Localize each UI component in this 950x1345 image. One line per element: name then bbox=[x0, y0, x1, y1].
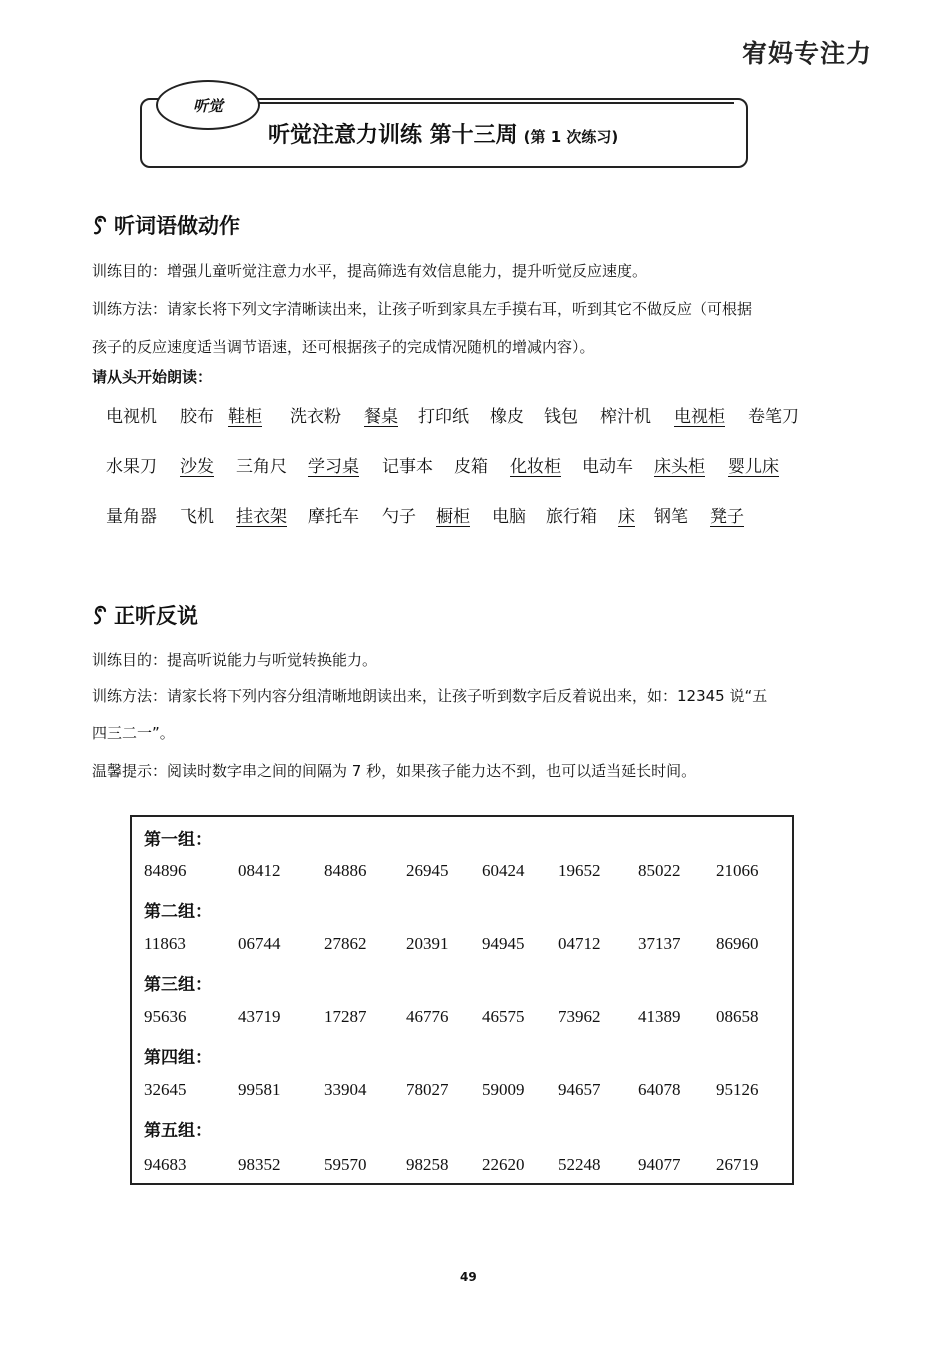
word: 皮箱 bbox=[454, 457, 488, 477]
group-label: 第四组： bbox=[144, 1048, 212, 1068]
number-cell: 84896 bbox=[144, 861, 187, 880]
number-cell: 99581 bbox=[238, 1080, 281, 1099]
number-cell: 59570 bbox=[324, 1155, 367, 1174]
number-cell: 86960 bbox=[716, 934, 759, 953]
word: 洗衣粉 bbox=[290, 407, 341, 427]
number-cell: 98352 bbox=[238, 1155, 281, 1174]
word: 打印纸 bbox=[418, 407, 469, 427]
number-groups-table bbox=[130, 815, 794, 1185]
number-cell: 33904 bbox=[324, 1080, 367, 1099]
number-cell: 84886 bbox=[324, 861, 367, 880]
number-cell: 60424 bbox=[482, 861, 525, 880]
page-number: 49 bbox=[460, 1270, 477, 1284]
section-heading-1-text: 听词语做动作 bbox=[114, 214, 240, 238]
title-tab: 听觉 bbox=[156, 80, 260, 130]
group-label: 第二组： bbox=[144, 902, 212, 922]
number-cell: 46575 bbox=[482, 1007, 525, 1026]
word-target: 电视柜 bbox=[674, 407, 725, 427]
number-cell: 52248 bbox=[558, 1155, 601, 1174]
word-target: 沙发 bbox=[180, 457, 214, 477]
section1-start: 请从头开始朗读： bbox=[92, 368, 213, 386]
section-heading-1 bbox=[92, 210, 240, 240]
word-row-1 bbox=[106, 402, 816, 426]
number-cell: 37137 bbox=[638, 934, 681, 953]
page-title-sub: (第 1 次练习) bbox=[523, 128, 619, 146]
group-label: 第一组： bbox=[144, 830, 212, 850]
ear-icon bbox=[92, 213, 110, 237]
number-cell: 04712 bbox=[558, 934, 601, 953]
number-cell: 64078 bbox=[638, 1080, 681, 1099]
word-target: 挂衣架 bbox=[236, 507, 287, 527]
word: 电视机 bbox=[106, 407, 157, 427]
number-cell: 59009 bbox=[482, 1080, 525, 1099]
page-title bbox=[268, 118, 618, 149]
number-cell: 22620 bbox=[482, 1155, 525, 1174]
word-row-2 bbox=[106, 452, 816, 476]
number-cell: 78027 bbox=[406, 1080, 449, 1099]
page-title-main: 听觉注意力训练 第十三周 bbox=[268, 123, 518, 148]
number-cell: 95636 bbox=[144, 1007, 187, 1026]
section2-method-line1: 训练方法：请家长将下列内容分组清晰地朗读出来，让孩子听到数字后反着说出来，如：12345 说“五 bbox=[92, 687, 768, 705]
number-cell: 95126 bbox=[716, 1080, 759, 1099]
word-target: 橱柜 bbox=[436, 507, 470, 527]
number-cell: 98258 bbox=[406, 1155, 449, 1174]
word-target: 餐桌 bbox=[364, 407, 398, 427]
section2-purpose: 训练目的：提高听说能力与听觉转换能力。 bbox=[92, 651, 378, 669]
section1-purpose: 训练目的：增强儿童听觉注意力水平，提高筛选有效信息能力，提升听觉反应速度。 bbox=[92, 262, 648, 280]
group-label: 第五组： bbox=[144, 1121, 212, 1141]
word-row-3 bbox=[106, 502, 816, 526]
word: 橡皮 bbox=[490, 407, 524, 427]
ear-icon bbox=[92, 603, 110, 627]
section1-method-line2: 孩子的反应速度适当调节语速，还可根据孩子的完成情况随机的增减内容）。 bbox=[92, 338, 595, 356]
word-target: 床头柜 bbox=[654, 457, 705, 477]
number-cell: 94945 bbox=[482, 934, 525, 953]
word: 摩托车 bbox=[308, 507, 359, 527]
number-cell: 73962 bbox=[558, 1007, 601, 1026]
section-heading-2 bbox=[92, 600, 198, 630]
number-cell: 43719 bbox=[238, 1007, 281, 1026]
section1-method-line1: 训练方法：请家长将下列文字清晰读出来，让孩子听到家具左手摸右耳，听到其它不做反应（可根据 bbox=[92, 300, 753, 318]
number-cell: 26719 bbox=[716, 1155, 759, 1174]
word: 水果刀 bbox=[106, 457, 157, 477]
word: 钱包 bbox=[544, 407, 578, 427]
word: 胶布 bbox=[180, 407, 214, 427]
word: 电脑 bbox=[492, 507, 526, 527]
number-cell: 94657 bbox=[558, 1080, 601, 1099]
section2-tip: 温馨提示：阅读时数字串之间的间隔为 7 秒，如果孩子能力达不到，也可以适当延长时间。 bbox=[92, 762, 697, 780]
number-cell: 17287 bbox=[324, 1007, 367, 1026]
number-cell: 94077 bbox=[638, 1155, 681, 1174]
number-cell: 21066 bbox=[716, 861, 759, 880]
section2-method-line2: 四三二一”。 bbox=[92, 724, 175, 742]
word: 飞机 bbox=[180, 507, 214, 527]
number-cell: 94683 bbox=[144, 1155, 187, 1174]
word-target: 床 bbox=[618, 507, 635, 527]
word: 榨汁机 bbox=[600, 407, 651, 427]
number-cell: 32645 bbox=[144, 1080, 187, 1099]
word: 三角尺 bbox=[236, 457, 287, 477]
section-heading-2-text: 正听反说 bbox=[114, 604, 198, 628]
word-target: 学习桌 bbox=[308, 457, 359, 477]
word-target: 鞋柜 bbox=[228, 407, 262, 427]
number-cell: 26945 bbox=[406, 861, 449, 880]
word: 钢笔 bbox=[654, 507, 688, 527]
number-cell: 27862 bbox=[324, 934, 367, 953]
number-cell: 11863 bbox=[144, 934, 186, 953]
number-cell: 20391 bbox=[406, 934, 449, 953]
word: 记事本 bbox=[382, 457, 433, 477]
number-cell: 46776 bbox=[406, 1007, 449, 1026]
word: 量角器 bbox=[106, 507, 157, 527]
number-cell: 06744 bbox=[238, 934, 281, 953]
word-target: 化妆柜 bbox=[510, 457, 561, 477]
word: 勺子 bbox=[382, 507, 416, 527]
title-frame-rule bbox=[256, 102, 734, 104]
number-cell: 08412 bbox=[238, 861, 281, 880]
word-target: 凳子 bbox=[710, 507, 744, 527]
word: 旅行箱 bbox=[546, 507, 597, 527]
word-target: 婴儿床 bbox=[728, 457, 779, 477]
number-cell: 85022 bbox=[638, 861, 681, 880]
brand-title: 宥妈专注力 bbox=[741, 39, 872, 68]
word: 卷笔刀 bbox=[748, 407, 799, 427]
number-cell: 08658 bbox=[716, 1007, 759, 1026]
number-cell: 19652 bbox=[558, 861, 601, 880]
word: 电动车 bbox=[582, 457, 633, 477]
number-cell: 41389 bbox=[638, 1007, 681, 1026]
group-label: 第三组： bbox=[144, 975, 212, 995]
